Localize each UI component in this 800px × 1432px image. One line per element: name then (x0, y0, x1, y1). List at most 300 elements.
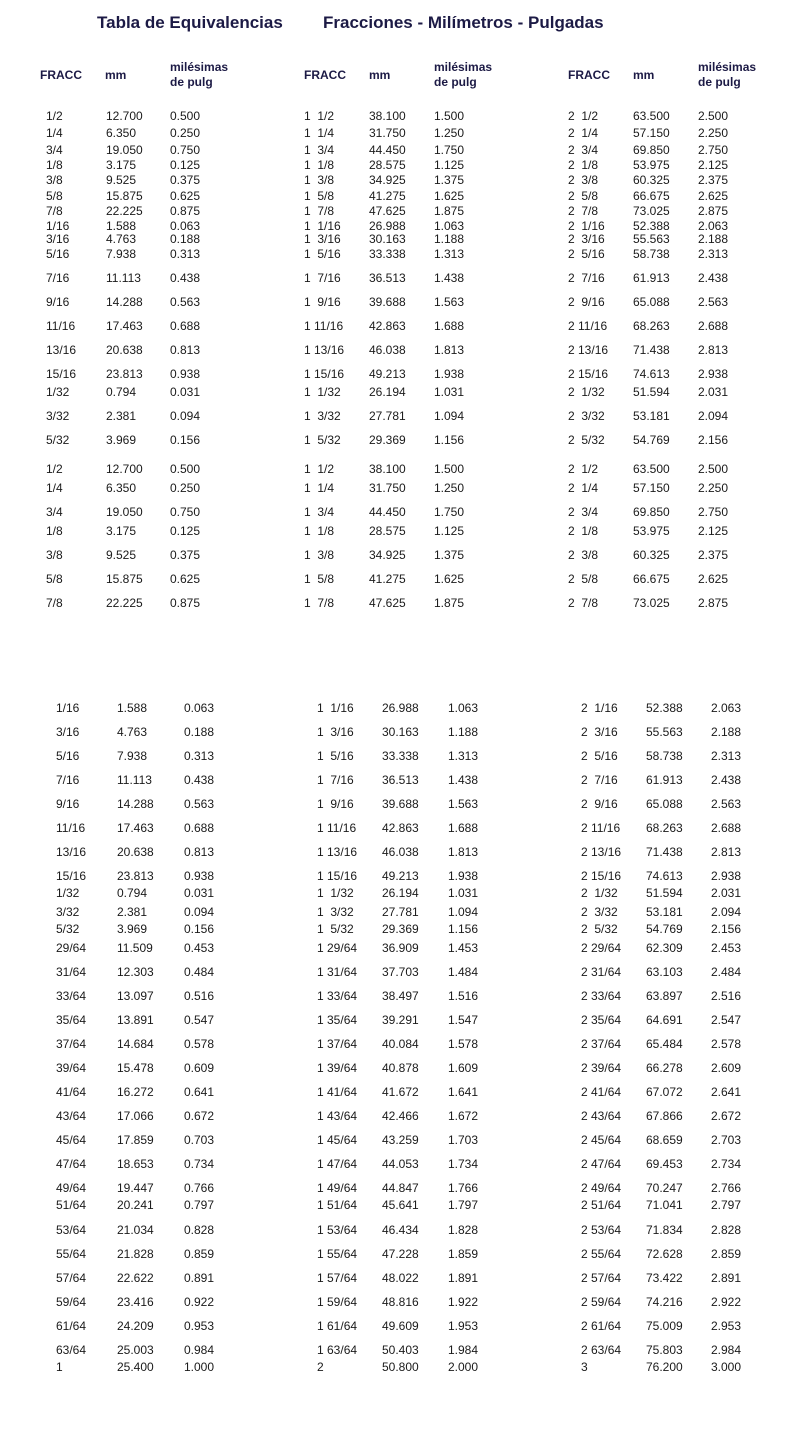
inch-cell: 1.688 (448, 821, 479, 835)
fraction-cell: 3/8 (46, 548, 63, 562)
inch-cell: 0.625 (170, 572, 201, 586)
mm-cell: 67.866 (646, 1109, 683, 1123)
inch-cell: 0.094 (184, 905, 215, 919)
fraction-cell: 1 3/32 (304, 409, 341, 423)
mm-cell: 57.150 (633, 126, 670, 140)
inch-cell: 2.734 (711, 1157, 742, 1171)
fraction-cell: 29/64 (56, 941, 87, 955)
inch-cell: 2.609 (711, 1061, 742, 1075)
fraction-cell: 1 1/16 (317, 701, 354, 715)
inch-cell: 0.547 (184, 1013, 215, 1027)
mm-cell: 63.500 (633, 462, 670, 476)
mm-cell: 1.588 (106, 219, 137, 233)
page-subtitle: Fracciones - Milímetros - Pulgadas (323, 13, 604, 32)
inch-cell: 1.938 (448, 869, 479, 883)
header-thou-line2: de pulg (698, 75, 741, 89)
fraction-cell: 13/16 (56, 845, 87, 859)
mm-cell: 41.275 (369, 189, 406, 203)
inch-cell: 0.766 (184, 1181, 215, 1195)
fraction-cell: 1 1/2 (304, 109, 335, 123)
inch-cell: 1.609 (448, 1061, 479, 1075)
fraction-cell: 2 33/64 (581, 989, 622, 1003)
inch-cell: 0.156 (170, 433, 201, 447)
header-fracc: FRACC (304, 68, 346, 82)
fraction-cell: 2 3/8 (568, 173, 599, 187)
inch-cell: 2.063 (698, 219, 729, 233)
mm-cell: 15.875 (106, 189, 143, 203)
inch-cell: 1.188 (434, 232, 465, 246)
fraction-cell: 2 11/16 (568, 319, 608, 333)
header-thou-line2: de pulg (434, 75, 477, 89)
mm-cell: 42.863 (369, 319, 406, 333)
fraction-cell: 13/16 (46, 343, 77, 357)
inch-cell: 1.563 (448, 797, 479, 811)
mm-cell: 14.288 (117, 797, 154, 811)
mm-cell: 19.050 (106, 505, 143, 519)
inch-cell: 1.375 (434, 548, 465, 562)
inch-cell: 0.688 (170, 319, 201, 333)
mm-cell: 2.381 (106, 409, 137, 423)
inch-cell: 2.031 (711, 886, 742, 900)
mm-cell: 19.050 (106, 143, 143, 157)
fraction-cell: 3/16 (56, 725, 80, 739)
inch-cell: 0.688 (184, 821, 215, 835)
inch-cell: 1.922 (448, 1295, 479, 1309)
fraction-cell: 1 1/8 (304, 524, 335, 538)
fraction-cell: 2 47/64 (581, 1157, 622, 1171)
inch-cell: 1.625 (434, 572, 465, 586)
inch-cell: 1.063 (448, 701, 479, 715)
fraction-cell: 2 29/64 (581, 941, 622, 955)
mm-cell: 30.163 (382, 725, 419, 739)
inch-cell: 1.500 (434, 109, 465, 123)
fraction-cell: 2 5/16 (568, 247, 605, 261)
mm-cell: 39.688 (382, 797, 419, 811)
fraction-cell: 2 49/64 (581, 1181, 622, 1195)
mm-cell: 65.088 (646, 797, 683, 811)
fraction-cell: 1 39/64 (317, 1061, 358, 1075)
mm-cell: 16.272 (117, 1085, 154, 1099)
inch-cell: 2.125 (698, 524, 729, 538)
inch-cell: 1.859 (448, 1247, 479, 1261)
inch-cell: 1.578 (448, 1037, 479, 1051)
inch-cell: 1.875 (434, 596, 465, 610)
inch-cell: 2.750 (698, 143, 729, 157)
inch-cell: 2.313 (698, 247, 729, 261)
mm-cell: 68.263 (633, 319, 670, 333)
fraction-cell: 51/64 (56, 1198, 87, 1212)
mm-cell: 53.975 (633, 158, 670, 172)
header-fracc: FRACC (568, 68, 610, 82)
mm-cell: 3.969 (117, 922, 148, 936)
mm-cell: 3.969 (106, 433, 137, 447)
fraction-cell: 2 13/16 (581, 845, 622, 859)
fraction-cell: 2 1/8 (568, 524, 599, 538)
fraction-cell: 1 3/4 (304, 143, 335, 157)
inch-cell: 0.797 (184, 1198, 215, 1212)
fraction-cell: 2 5/32 (581, 922, 618, 936)
inch-cell: 0.641 (184, 1085, 215, 1099)
fraction-cell: 5/32 (46, 433, 70, 447)
inch-cell: 0.250 (170, 481, 201, 495)
mm-cell: 49.213 (369, 367, 406, 381)
inch-cell: 0.188 (184, 725, 215, 739)
inch-cell: 1.031 (434, 385, 465, 399)
inch-cell: 1.891 (448, 1271, 479, 1285)
mm-cell: 38.100 (369, 109, 406, 123)
mm-cell: 67.072 (646, 1085, 683, 1099)
fraction-cell: 5/16 (56, 749, 80, 763)
fraction-cell: 1 37/64 (317, 1037, 358, 1051)
inch-cell: 0.984 (184, 1343, 215, 1357)
mm-cell: 13.891 (117, 1013, 154, 1027)
inch-cell: 0.125 (170, 158, 201, 172)
mm-cell: 19.447 (117, 1181, 154, 1195)
fraction-cell: 1 7/16 (304, 271, 341, 285)
inch-cell: 2.188 (711, 725, 742, 739)
mm-cell: 47.625 (369, 596, 406, 610)
inch-cell: 1.875 (434, 204, 465, 218)
inch-cell: 2.484 (711, 965, 742, 979)
fraction-cell: 1/2 (46, 462, 63, 476)
mm-cell: 74.613 (646, 869, 683, 883)
mm-cell: 57.150 (633, 481, 670, 495)
mm-cell: 20.638 (117, 845, 154, 859)
mm-cell: 17.859 (117, 1133, 154, 1147)
inch-cell: 0.375 (170, 548, 201, 562)
inch-cell: 1.438 (448, 773, 479, 787)
mm-cell: 26.194 (369, 385, 406, 399)
mm-cell: 28.575 (369, 158, 406, 172)
mm-cell: 55.563 (646, 725, 683, 739)
fraction-cell: 1 45/64 (317, 1133, 358, 1147)
inch-cell: 2.828 (711, 1223, 742, 1237)
mm-cell: 51.594 (633, 385, 670, 399)
fraction-cell: 2 15/16 (581, 869, 622, 883)
inch-cell: 2.563 (698, 295, 729, 309)
fraction-cell: 2 5/32 (568, 433, 605, 447)
header-fracc: FRACC (40, 68, 82, 82)
mm-cell: 58.738 (646, 749, 683, 763)
mm-cell: 3.175 (106, 524, 137, 538)
fraction-cell: 2 45/64 (581, 1133, 622, 1147)
mm-cell: 75.009 (646, 1319, 683, 1333)
fraction-cell: 1 13/16 (317, 845, 358, 859)
mm-cell: 73.025 (633, 596, 670, 610)
inch-cell: 2.688 (698, 319, 729, 333)
fraction-cell: 31/64 (56, 965, 87, 979)
mm-cell: 42.466 (382, 1109, 419, 1123)
fraction-cell: 2 3/8 (568, 548, 599, 562)
inch-cell: 0.438 (184, 773, 215, 787)
fraction-cell: 2 37/64 (581, 1037, 622, 1051)
fraction-cell: 2 63/64 (581, 1343, 622, 1357)
fraction-cell: 41/64 (56, 1085, 87, 1099)
inch-cell: 0.750 (170, 505, 201, 519)
header-mm: mm (633, 68, 655, 82)
mm-cell: 69.850 (633, 505, 670, 519)
inch-cell: 2.375 (698, 173, 729, 187)
inch-cell: 1.734 (448, 1157, 479, 1171)
inch-cell: 0.922 (184, 1295, 215, 1309)
inch-cell: 1.953 (448, 1319, 479, 1333)
inch-cell: 0.563 (184, 797, 215, 811)
fraction-cell: 2 61/64 (581, 1319, 622, 1333)
mm-cell: 31.750 (369, 126, 406, 140)
fraction-cell: 2 5/16 (581, 749, 618, 763)
mm-cell: 29.369 (382, 922, 419, 936)
fraction-cell: 1/16 (56, 701, 80, 715)
inch-cell: 0.031 (170, 385, 201, 399)
mm-cell: 71.041 (646, 1198, 683, 1212)
inch-cell: 2.547 (711, 1013, 742, 1027)
fraction-cell: 1 31/64 (317, 965, 358, 979)
inch-cell: 0.484 (184, 965, 215, 979)
mm-cell: 53.181 (633, 409, 670, 423)
mm-cell: 33.338 (382, 749, 419, 763)
mm-cell: 52.388 (646, 701, 683, 715)
mm-cell: 46.038 (382, 845, 419, 859)
mm-cell: 71.438 (646, 845, 683, 859)
mm-cell: 31.750 (369, 481, 406, 495)
mm-cell: 6.350 (106, 126, 137, 140)
inch-cell: 2.813 (711, 845, 742, 859)
mm-cell: 18.653 (117, 1157, 154, 1171)
inch-cell: 2.922 (711, 1295, 742, 1309)
mm-cell: 15.478 (117, 1061, 154, 1075)
mm-cell: 25.003 (117, 1343, 154, 1357)
fraction-cell: 2 3/16 (568, 232, 605, 246)
mm-cell: 45.641 (382, 1198, 419, 1212)
fraction-cell: 1 3/32 (317, 905, 354, 919)
fraction-cell: 7/16 (46, 271, 70, 285)
mm-cell: 50.800 (382, 1360, 419, 1374)
mm-cell: 66.278 (646, 1061, 683, 1075)
fraction-cell: 2 7/16 (581, 773, 618, 787)
mm-cell: 60.325 (633, 173, 670, 187)
mm-cell: 44.450 (369, 505, 406, 519)
mm-cell: 41.275 (369, 572, 406, 586)
fraction-cell: 5/32 (56, 922, 80, 936)
inch-cell: 2.953 (711, 1319, 742, 1333)
fraction-cell: 1 47/64 (317, 1157, 358, 1171)
inch-cell: 0.891 (184, 1271, 215, 1285)
inch-cell: 1.984 (448, 1343, 479, 1357)
mm-cell: 49.609 (382, 1319, 419, 1333)
mm-cell: 0.794 (106, 385, 137, 399)
mm-cell: 44.847 (382, 1181, 419, 1195)
inch-cell: 2.453 (711, 941, 742, 955)
inch-cell: 0.063 (184, 701, 215, 715)
fraction-cell: 1 1/8 (304, 158, 335, 172)
fraction-cell: 3 (581, 1360, 588, 1374)
inch-cell: 1.438 (434, 271, 465, 285)
mm-cell: 12.700 (106, 462, 143, 476)
fraction-cell: 55/64 (56, 1247, 87, 1261)
mm-cell: 24.209 (117, 1319, 154, 1333)
fraction-cell: 1 7/8 (304, 204, 335, 218)
mm-cell: 20.638 (106, 343, 143, 357)
inch-cell: 2.156 (711, 922, 742, 936)
mm-cell: 11.113 (117, 773, 152, 787)
mm-cell: 41.672 (382, 1085, 419, 1099)
fraction-cell: 1 53/64 (317, 1223, 358, 1237)
fraction-cell: 33/64 (56, 989, 87, 1003)
inch-cell: 0.828 (184, 1223, 215, 1237)
inch-cell: 2.641 (711, 1085, 742, 1099)
fraction-cell: 1 1/32 (304, 385, 341, 399)
fraction-cell: 1 59/64 (317, 1295, 358, 1309)
mm-cell: 0.794 (117, 886, 148, 900)
mm-cell: 33.338 (369, 247, 406, 261)
mm-cell: 40.878 (382, 1061, 419, 1075)
fraction-cell: 1/32 (56, 886, 80, 900)
mm-cell: 50.403 (382, 1343, 419, 1357)
fraction-cell: 43/64 (56, 1109, 87, 1123)
inch-cell: 2.672 (711, 1109, 742, 1123)
inch-cell: 2.031 (698, 385, 729, 399)
inch-cell: 2.063 (711, 701, 742, 715)
mm-cell: 42.863 (382, 821, 419, 835)
mm-cell: 52.388 (633, 219, 670, 233)
fraction-cell: 7/8 (46, 596, 63, 610)
mm-cell: 21.034 (117, 1223, 154, 1237)
fraction-cell: 1 5/8 (304, 189, 335, 203)
inch-cell: 0.953 (184, 1319, 215, 1333)
mm-cell: 55.563 (633, 232, 670, 246)
inch-cell: 2.094 (698, 409, 729, 423)
inch-cell: 1.797 (448, 1198, 479, 1212)
fraction-cell: 1 13/16 (304, 343, 345, 357)
inch-cell: 1.094 (448, 905, 479, 919)
inch-cell: 0.516 (184, 989, 215, 1003)
inch-cell: 1.125 (434, 158, 465, 172)
inch-cell: 0.500 (170, 109, 201, 123)
inch-cell: 2.625 (698, 189, 729, 203)
mm-cell: 30.163 (369, 232, 406, 246)
fraction-cell: 1 49/64 (317, 1181, 358, 1195)
mm-cell: 72.628 (646, 1247, 683, 1261)
inch-cell: 1.813 (448, 845, 479, 859)
mm-cell: 69.453 (646, 1157, 683, 1171)
mm-cell: 61.913 (646, 773, 683, 787)
inch-cell: 0.625 (170, 189, 201, 203)
inch-cell: 0.734 (184, 1157, 215, 1171)
inch-cell: 0.500 (170, 462, 201, 476)
mm-cell: 70.247 (646, 1181, 683, 1195)
inch-cell: 2.516 (711, 989, 742, 1003)
fraction-cell: 11/16 (56, 821, 86, 835)
fraction-cell: 1 1/32 (317, 886, 354, 900)
fraction-cell: 1 55/64 (317, 1247, 358, 1261)
inch-cell: 2.438 (698, 271, 729, 285)
mm-cell: 71.834 (646, 1223, 683, 1237)
inch-cell: 0.859 (184, 1247, 215, 1261)
fraction-cell: 2 1/16 (568, 219, 605, 233)
inch-cell: 1.188 (448, 725, 479, 739)
inch-cell: 1.563 (434, 295, 465, 309)
fraction-cell: 2 41/64 (581, 1085, 622, 1099)
inch-cell: 0.250 (170, 126, 201, 140)
fraction-cell: 2 1/4 (568, 126, 599, 140)
mm-cell: 20.241 (117, 1198, 154, 1212)
inch-cell: 2.859 (711, 1247, 742, 1261)
inch-cell: 1.641 (448, 1085, 479, 1099)
fraction-cell: 3/16 (46, 232, 70, 246)
inch-cell: 1.750 (434, 505, 465, 519)
fraction-cell: 2 59/64 (581, 1295, 622, 1309)
inch-cell: 2.500 (698, 109, 729, 123)
mm-cell: 44.053 (382, 1157, 419, 1171)
inch-cell: 0.875 (170, 596, 201, 610)
inch-cell: 2.094 (711, 905, 742, 919)
inch-cell: 1.484 (448, 965, 479, 979)
fraction-cell: 1 1/4 (304, 126, 335, 140)
inch-cell: 0.094 (170, 409, 201, 423)
fraction-cell: 2 11/16 (581, 821, 621, 835)
mm-cell: 47.625 (369, 204, 406, 218)
inch-cell: 0.313 (184, 749, 215, 763)
fraction-cell: 15/16 (46, 367, 77, 381)
fraction-cell: 1/2 (46, 109, 63, 123)
inch-cell: 2.578 (711, 1037, 742, 1051)
mm-cell: 36.909 (382, 941, 419, 955)
mm-cell: 54.769 (646, 922, 683, 936)
fraction-cell: 39/64 (56, 1061, 87, 1075)
fraction-cell: 1 61/64 (317, 1319, 358, 1333)
fraction-cell: 2 15/16 (568, 367, 609, 381)
inch-cell: 0.813 (170, 343, 201, 357)
mm-cell: 7.938 (117, 749, 148, 763)
inch-cell: 1.031 (448, 886, 479, 900)
mm-cell: 62.309 (646, 941, 683, 955)
inch-cell: 2.750 (698, 505, 729, 519)
fraction-cell: 2 1/32 (568, 385, 605, 399)
inch-cell: 0.609 (184, 1061, 215, 1075)
inch-cell: 1.156 (434, 433, 465, 447)
mm-cell: 51.594 (646, 886, 683, 900)
mm-cell: 17.463 (106, 319, 143, 333)
fraction-cell: 1 15/16 (304, 367, 345, 381)
fraction-cell: 1 41/64 (317, 1085, 358, 1099)
inch-cell: 2.188 (698, 232, 729, 246)
mm-cell: 65.484 (646, 1037, 683, 1051)
inch-cell: 1.672 (448, 1109, 479, 1123)
mm-cell: 21.828 (117, 1247, 154, 1261)
mm-cell: 26.194 (382, 886, 419, 900)
fraction-cell: 1 29/64 (317, 941, 358, 955)
fraction-cell: 57/64 (56, 1271, 87, 1285)
fraction-cell: 2 3/4 (568, 143, 599, 157)
inch-cell: 0.453 (184, 941, 215, 955)
fraction-cell: 7/16 (56, 773, 80, 787)
inch-cell: 0.375 (170, 173, 201, 187)
inch-cell: 1.516 (448, 989, 479, 1003)
mm-cell: 66.675 (633, 189, 670, 203)
inch-cell: 2.000 (448, 1360, 479, 1374)
inch-cell: 2.250 (698, 126, 729, 140)
inch-cell: 0.188 (170, 232, 201, 246)
fraction-cell: 2 3/16 (581, 725, 618, 739)
inch-cell: 0.563 (170, 295, 201, 309)
mm-cell: 63.103 (646, 965, 683, 979)
mm-cell: 54.769 (633, 433, 670, 447)
inch-cell: 0.813 (184, 845, 215, 859)
inch-cell: 1.313 (434, 247, 465, 261)
inch-cell: 2.313 (711, 749, 742, 763)
inch-cell: 2.563 (711, 797, 742, 811)
mm-cell: 25.400 (117, 1360, 154, 1374)
